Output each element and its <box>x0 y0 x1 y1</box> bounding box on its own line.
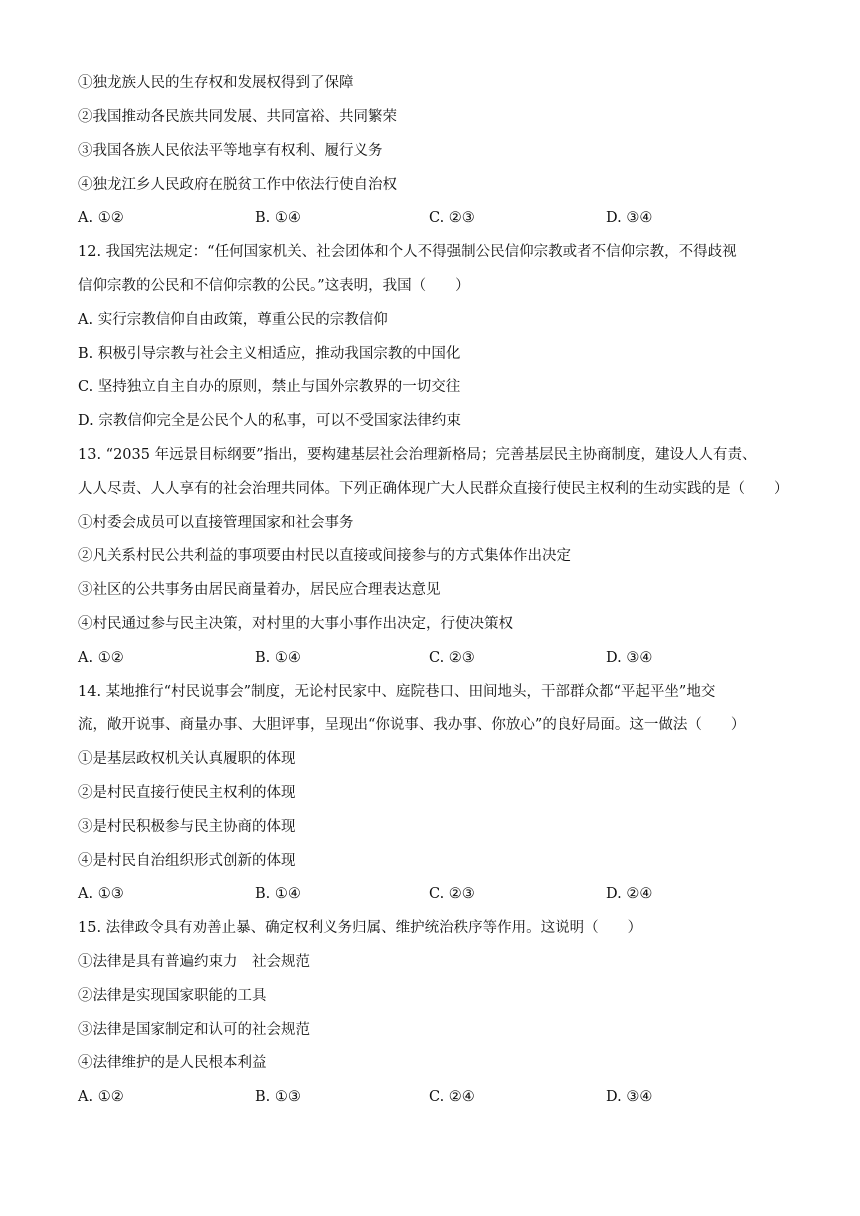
q13-option-b: B. ①④ <box>255 650 301 666</box>
q12-stem-line-2: 信仰宗教的公民和不信仰宗教的公民。”这表明，我国（ ） <box>78 278 470 294</box>
q15-option-c: C. ②④ <box>429 1089 475 1105</box>
q11-option-a: A. ①② <box>78 210 124 226</box>
q14-option-c: C. ②③ <box>429 886 475 902</box>
q12-stem-line-1: 12. 我国宪法规定：“任何国家机关、社会团体和个人不得强制公民信仰宗教或者不信仰宗教，不得歧视 <box>78 244 737 260</box>
q13-option-a: A. ①② <box>78 650 124 666</box>
q15-options <box>78 1087 798 1107</box>
q13-stem-line-2: 人人尽责、人人享有的社会治理共同体。下列正确体现广大人民群众直接行使民主权利的生动实践的是（ ） <box>78 481 789 497</box>
q13-item-1: ①村委会成员可以直接管理国家和社会事务 <box>78 515 354 531</box>
q13-option-c: C. ②③ <box>429 650 475 666</box>
q14-item-2: ②是村民直接行使民主权利的体现 <box>78 785 296 801</box>
q13-option-d: D. ③④ <box>606 650 653 666</box>
q14-option-d: D. ②④ <box>606 886 653 902</box>
q14-stem-line-2: 流，敞开说事、商量办事、大胆评事，呈现出“你说事、我办事、你放心”的良好局面。这一做法（ ） <box>78 717 746 733</box>
q15-option-d: D. ③④ <box>606 1089 653 1105</box>
q13-item-2: ②凡关系村民公共利益的事项要由村民以直接或间接参与的方式集体作出决定 <box>78 548 571 564</box>
q11-item-2: ②我国推动各民族共同发展、共同富裕、共同繁荣 <box>78 109 397 125</box>
q14-item-3: ③是村民积极参与民主协商的体现 <box>78 819 296 835</box>
q14-stem-line-1: 14. 某地推行“村民说事会”制度，无论村民家中、庭院巷口、田间地头，干部群众都“平起平坐”地交 <box>78 684 716 700</box>
q12-option-b: B. 积极引导宗教与社会主义相适应，推动我国宗教的中国化 <box>78 346 461 362</box>
q14-options <box>78 884 798 904</box>
q12-option-d: D. 宗教信仰完全是公民个人的私事，可以不受国家法律约束 <box>78 413 461 429</box>
q13-item-4: ④村民通过参与民主决策，对村里的大事小事作出决定，行使决策权 <box>78 616 513 632</box>
q15-option-b: B. ①③ <box>255 1089 301 1105</box>
q11-item-4: ④独龙江乡人民政府在脱贫工作中依法行使自治权 <box>78 177 397 193</box>
q15-item-2: ②法律是实现国家职能的工具 <box>78 988 267 1004</box>
q13-stem-line-1: 13. “2035 年远景目标纲要”指出，要构建基层社会治理新格局；完善基层民主协商制度，建设人人有责、 <box>78 447 757 463</box>
q12-option-a: A. 实行宗教信仰自由政策，尊重公民的宗教信仰 <box>78 312 388 328</box>
q13-options <box>78 648 798 668</box>
q11-item-1: ①独龙族人民的生存权和发展权得到了保障 <box>78 75 354 91</box>
q11-option-b: B. ①④ <box>255 210 301 226</box>
q11-option-d: D. ③④ <box>606 210 653 226</box>
q15-item-3: ③法律是国家制定和认可的社会规范 <box>78 1022 310 1038</box>
q12-option-c: C. 坚持独立自主自办的原则，禁止与国外宗教界的一切交往 <box>78 379 461 395</box>
q11-option-c: C. ②③ <box>429 210 475 226</box>
q14-item-4: ④是村民自治组织形式创新的体现 <box>78 853 296 869</box>
q14-item-1: ①是基层政权机关认真履职的体现 <box>78 751 296 767</box>
q15-stem-line-1: 15. 法律政令具有劝善止暴、确定权利义务归属、维护统治秩序等作用。这说明（ ） <box>78 920 643 936</box>
q14-option-a: A. ①③ <box>78 886 124 902</box>
q11-options <box>78 208 798 228</box>
q13-item-3: ③社区的公共事务由居民商量着办，居民应合理表达意见 <box>78 582 441 598</box>
q15-option-a: A. ①② <box>78 1089 124 1105</box>
q14-option-b: B. ①④ <box>255 886 301 902</box>
q11-item-3: ③我国各族人民依法平等地享有权利、履行义务 <box>78 143 383 159</box>
q15-item-4: ④法律维护的是人民根本利益 <box>78 1055 267 1071</box>
q15-item-1: ①法律是具有普遍约束力 社会规范 <box>78 954 310 970</box>
